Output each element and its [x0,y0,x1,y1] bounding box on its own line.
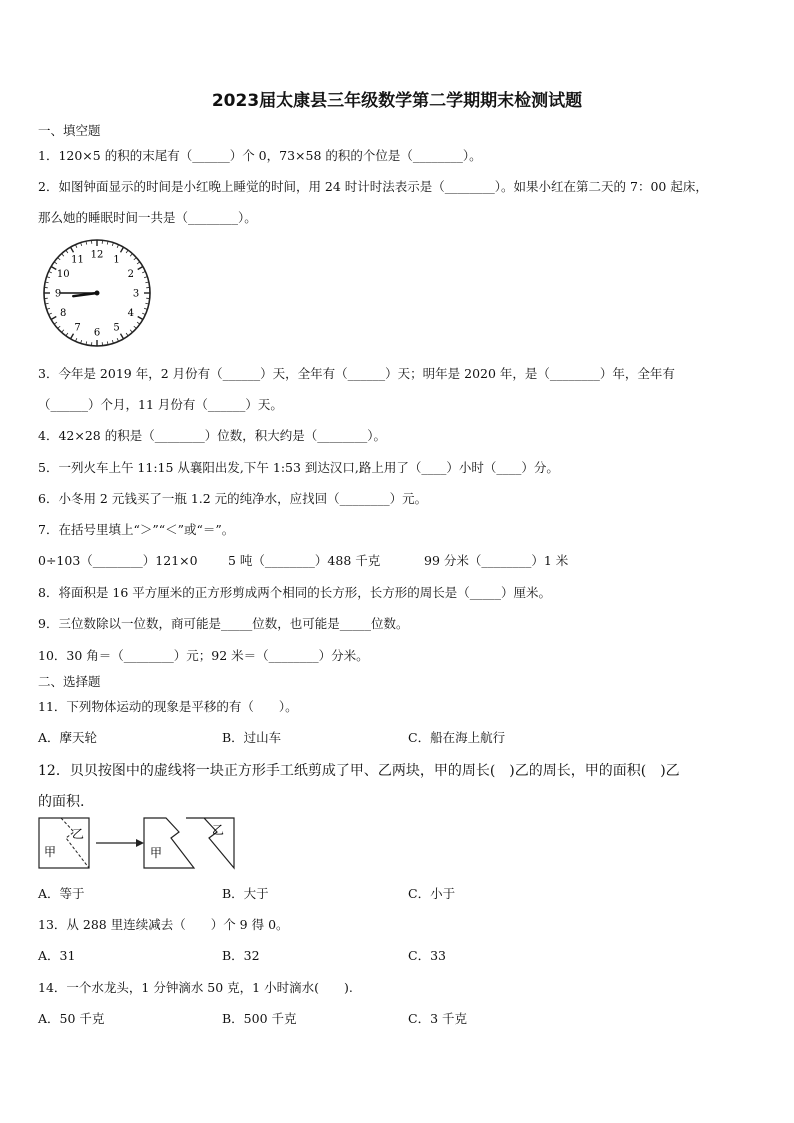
question-3-line-1: 3．今年是 2019 年，2 月份有（______）天，全年有（______）天；明年是 2020 年，是（________）年，全年有 [38,366,675,381]
question-7-part-a: 0÷103（________）121×0 [38,553,198,568]
clock-number: 1 [113,254,120,266]
question-13-option-c: C．33 [408,948,446,963]
piece-yi-label: 乙 [212,823,225,837]
piece-jia [144,818,194,868]
square-outline [39,818,89,868]
clock-number: 5 [113,322,120,334]
question-13: 13．从 288 里连续减去（ ）个 9 得 0。 [38,917,289,932]
arrow-head [136,839,144,847]
piece-jia-label: 甲 [150,846,163,860]
question-13-option-a: A．31 [38,948,76,963]
clock-number: 10 [56,269,70,280]
clock-number: 3 [132,288,140,300]
piece-yi [186,818,234,868]
question-1: 1．120×5 的积的末尾有（______）个 0，73×58 的积的个位是（________）。 [38,148,482,163]
question-5: 5．一列火车上午 11:15 从襄阳出发,下午 1:53 到达汉口,路上用了（____）小时（____）分。 [38,460,559,475]
question-7: 7．在括号里填上“＞”“＜”或“＝”。 [38,522,235,537]
question-9: 9．三位数除以一位数，商可能是_____位数，也可能是_____位数。 [38,616,409,631]
question-14-option-b: B．500 千克 [222,1011,297,1026]
question-7-part-c: 99 分米（________）1 米 [424,553,569,568]
question-11: 11．下列物体运动的现象是平移的有（ ）。 [38,699,298,714]
clock-tick [138,267,143,270]
page-title: 2023届太康县三年级数学第二学期期末检测试题 [211,91,583,111]
clock-number: 6 [93,327,101,339]
question-7-part-b: 5 吨（________）488 千克 [228,553,381,568]
clock-figure [42,238,152,348]
clock-tick [51,267,56,270]
clock-number: 11 [71,254,84,266]
question-4: 4．42×28 的积是（________）位数，积大约是（________）。 [38,428,386,443]
question-12-line-1: 12．贝贝按图中的虚线将一块正方形手工纸剪成了甲、乙两块，甲的周长( )乙的周长，甲的面积( )乙 [38,763,680,779]
clock-number: 2 [127,269,134,280]
square-label-yi: 乙 [72,827,85,841]
question-13-option-b: B．32 [222,948,260,963]
clock-tick [71,334,74,339]
question-11-option-b: B．过山车 [222,730,282,745]
clock-tick [121,334,124,339]
question-11-option-c: C．船在海上航行 [408,730,506,745]
question-14: 14．一个水龙头，1 分钟滴水 50 克，1 小时滴水( ). [38,980,353,995]
clock-number: 7 [74,322,81,334]
clock-tick [138,317,143,320]
question-2-line-1: 2．如图钟面显示的时间是小红晚上睡觉的时间，用 24 时计时法表示是（________）。如果小红在第二天的 7：00 起床， [38,179,708,194]
question-6: 6．小冬用 2 元钱买了一瓶 1.2 元的纯净水，应找回（________）元。 [38,491,428,506]
clock-number: 12 [90,249,104,261]
question-14-option-c: C．3 千克 [408,1011,467,1026]
question-3-line-2: （______）个月，11 月份有（______）天。 [38,397,283,412]
question-12-option-b: B．大于 [222,886,269,901]
question-12-option-a: A．等于 [38,886,85,901]
clock-number: 4 [127,308,134,319]
clock-center [95,291,100,296]
question-12-line-2: 的面积. [38,794,85,810]
question-12-option-c: C．小于 [408,886,456,901]
question-11-option-a: A．摩天轮 [38,730,98,745]
question-14-option-a: A．50 千克 [38,1011,105,1026]
clock-tick [71,247,74,252]
clock-number: 8 [60,308,67,319]
section-fill-heading: 一、填空题 [38,123,101,138]
question-10: 10．30 角＝（________）元；92 米＝（________）分米。 [38,648,369,663]
question-2-line-2: 那么她的睡眠时间一共是（________）。 [38,210,257,225]
square-label-jia: 甲 [44,845,57,859]
cut-square-figure [36,814,246,874]
clock-number: 9 [54,288,62,300]
clock-tick [121,247,124,252]
clock-tick [51,317,56,320]
question-8: 8．将面积是 16 平方厘米的正方形剪成两个相同的长方形，长方形的周长是（_____）厘米。 [38,585,552,600]
dashed-cut-line [61,818,89,868]
section-choice-heading: 二、选择题 [38,674,101,689]
